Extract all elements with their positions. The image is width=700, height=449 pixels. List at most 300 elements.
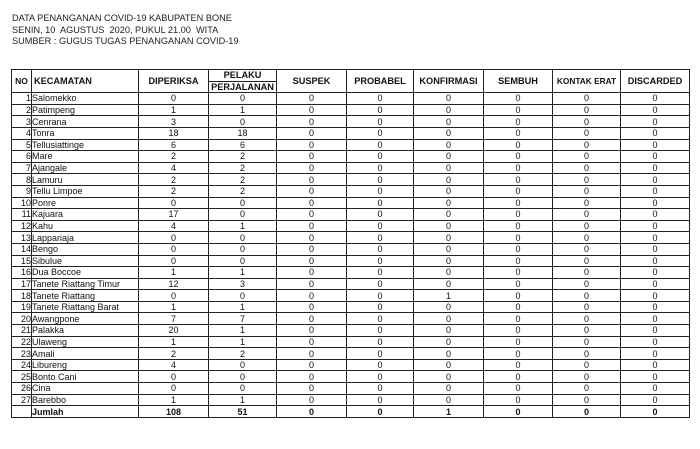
row-diperiksa: 2 — [139, 185, 209, 197]
row-kontak-erat: 0 — [553, 278, 621, 290]
row-konfirmasi: 0 — [414, 151, 484, 163]
table-row — [12, 255, 690, 267]
row-probabel: 0 — [347, 301, 414, 313]
row-diperiksa: 0 — [139, 197, 209, 209]
row-suspek: 0 — [277, 104, 347, 116]
row-diperiksa: 4 — [139, 162, 209, 174]
row-konfirmasi: 0 — [414, 371, 484, 383]
row-probabel: 0 — [347, 406, 414, 418]
row-diperiksa: 0 — [139, 232, 209, 244]
row-konfirmasi: 0 — [414, 162, 484, 174]
row-discarded: 0 — [621, 255, 690, 267]
row-no: 12 — [12, 220, 32, 232]
table-row — [12, 151, 690, 163]
row-konfirmasi: 0 — [414, 383, 484, 395]
row-kontak-erat: 0 — [553, 336, 621, 348]
row-sembuh: 0 — [484, 348, 553, 360]
col-header-suspek: SUSPEK — [277, 70, 347, 93]
row-discarded: 0 — [621, 93, 690, 105]
row-pelaku-perjalanan: 2 — [209, 348, 277, 360]
table-row — [12, 301, 690, 313]
row-sembuh: 0 — [484, 336, 553, 348]
row-pelaku-perjalanan: 1 — [209, 301, 277, 313]
row-probabel: 0 — [347, 209, 414, 221]
row-sembuh: 0 — [484, 174, 553, 186]
row-discarded: 0 — [621, 336, 690, 348]
row-pelaku-perjalanan: 0 — [209, 232, 277, 244]
row-kontak-erat: 0 — [553, 104, 621, 116]
row-pelaku-perjalanan: 0 — [209, 209, 277, 221]
row-suspek: 0 — [277, 325, 347, 337]
row-kecamatan: Lamuru — [32, 174, 139, 186]
row-discarded: 0 — [621, 209, 690, 221]
row-konfirmasi: 1 — [414, 406, 484, 418]
col-header-diperiksa: DIPERIKSA — [139, 70, 209, 93]
row-konfirmasi: 0 — [414, 301, 484, 313]
row-discarded: 0 — [621, 278, 690, 290]
row-kecamatan: Palakka — [32, 325, 139, 337]
row-pelaku-perjalanan: 18 — [209, 127, 277, 139]
row-discarded: 0 — [621, 325, 690, 337]
row-diperiksa: 17 — [139, 209, 209, 221]
row-kontak-erat: 0 — [553, 406, 621, 418]
row-pelaku-perjalanan: 0 — [209, 116, 277, 128]
row-suspek: 0 — [277, 93, 347, 105]
row-kontak-erat: 0 — [553, 174, 621, 186]
row-no: 24 — [12, 359, 32, 371]
row-sembuh: 0 — [484, 301, 553, 313]
row-kecamatan: Jumlah — [32, 406, 139, 418]
row-diperiksa: 1 — [139, 394, 209, 406]
row-pelaku-perjalanan: 2 — [209, 185, 277, 197]
row-probabel: 0 — [347, 162, 414, 174]
row-probabel: 0 — [347, 255, 414, 267]
row-sembuh: 0 — [484, 162, 553, 174]
row-pelaku-perjalanan: 6 — [209, 139, 277, 151]
row-discarded: 0 — [621, 139, 690, 151]
row-sembuh: 0 — [484, 313, 553, 325]
row-kecamatan: Cenrana — [32, 116, 139, 128]
row-sembuh: 0 — [484, 243, 553, 255]
row-discarded: 0 — [621, 174, 690, 186]
row-konfirmasi: 0 — [414, 116, 484, 128]
row-discarded: 0 — [621, 371, 690, 383]
col-header-kecamatan: KECAMATAN — [32, 70, 139, 93]
row-no: 3 — [12, 116, 32, 128]
table-row — [12, 313, 690, 325]
col-header-sembuh: SEMBUH — [484, 70, 553, 93]
row-kontak-erat: 0 — [553, 93, 621, 105]
report-source: SUMBER : GUGUS TUGAS PENANGANAN COVID-19 — [12, 36, 239, 47]
row-pelaku-perjalanan: 2 — [209, 162, 277, 174]
row-kecamatan: Tanete Riattang Barat — [32, 301, 139, 313]
table-row — [12, 394, 690, 406]
table-row — [12, 290, 690, 302]
row-suspek: 0 — [277, 336, 347, 348]
col-header-discarded: DISCARDED — [621, 70, 690, 93]
row-probabel: 0 — [347, 116, 414, 128]
covid-data-table — [11, 69, 690, 418]
report-title: DATA PENANGANAN COVID-19 KABUPATEN BONE — [12, 13, 232, 23]
row-kontak-erat: 0 — [553, 394, 621, 406]
row-kecamatan: Lappariaja — [32, 232, 139, 244]
row-no — [12, 406, 32, 418]
row-discarded: 0 — [621, 243, 690, 255]
table-row — [12, 267, 690, 279]
row-pelaku-perjalanan: 0 — [209, 255, 277, 267]
row-sembuh: 0 — [484, 406, 553, 418]
row-konfirmasi: 0 — [414, 278, 484, 290]
row-konfirmasi: 0 — [414, 209, 484, 221]
row-suspek: 0 — [277, 394, 347, 406]
row-diperiksa: 0 — [139, 243, 209, 255]
row-pelaku-perjalanan: 1 — [209, 267, 277, 279]
row-kontak-erat: 0 — [553, 301, 621, 313]
row-suspek: 0 — [277, 243, 347, 255]
row-suspek: 0 — [277, 174, 347, 186]
row-discarded: 0 — [621, 359, 690, 371]
row-pelaku-perjalanan: 3 — [209, 278, 277, 290]
row-discarded: 0 — [621, 232, 690, 244]
row-kontak-erat: 0 — [553, 116, 621, 128]
row-no: 7 — [12, 162, 32, 174]
row-discarded: 0 — [621, 267, 690, 279]
row-suspek: 0 — [277, 116, 347, 128]
table-row — [12, 104, 690, 116]
row-konfirmasi: 0 — [414, 197, 484, 209]
row-kecamatan: Patimpeng — [32, 104, 139, 116]
row-suspek: 0 — [277, 255, 347, 267]
row-discarded: 0 — [621, 348, 690, 360]
row-kontak-erat: 0 — [553, 313, 621, 325]
row-konfirmasi: 0 — [414, 243, 484, 255]
row-diperiksa: 0 — [139, 290, 209, 302]
row-no: 5 — [12, 139, 32, 151]
row-diperiksa: 4 — [139, 359, 209, 371]
row-diperiksa: 3 — [139, 116, 209, 128]
table-row — [12, 348, 690, 360]
row-probabel: 0 — [347, 139, 414, 151]
row-probabel: 0 — [347, 348, 414, 360]
row-pelaku-perjalanan: 0 — [209, 290, 277, 302]
row-probabel: 0 — [347, 220, 414, 232]
row-suspek: 0 — [277, 313, 347, 325]
row-konfirmasi: 0 — [414, 348, 484, 360]
row-konfirmasi: 0 — [414, 325, 484, 337]
table-row — [12, 359, 690, 371]
row-diperiksa: 1 — [139, 267, 209, 279]
row-no: 19 — [12, 301, 32, 313]
row-pelaku-perjalanan: 2 — [209, 174, 277, 186]
row-suspek: 0 — [277, 278, 347, 290]
row-konfirmasi: 0 — [414, 255, 484, 267]
row-probabel: 0 — [347, 325, 414, 337]
row-konfirmasi: 0 — [414, 313, 484, 325]
row-probabel: 0 — [347, 394, 414, 406]
row-kontak-erat: 0 — [553, 255, 621, 267]
row-sembuh: 0 — [484, 93, 553, 105]
row-no: 21 — [12, 325, 32, 337]
row-kecamatan: Tonra — [32, 127, 139, 139]
row-kecamatan: Ponre — [32, 197, 139, 209]
row-pelaku-perjalanan: 0 — [209, 383, 277, 395]
row-pelaku-perjalanan: 1 — [209, 325, 277, 337]
row-suspek: 0 — [277, 162, 347, 174]
row-konfirmasi: 0 — [414, 93, 484, 105]
row-no: 25 — [12, 371, 32, 383]
row-kecamatan: Tellu Limpoe — [32, 185, 139, 197]
row-kontak-erat: 0 — [553, 290, 621, 302]
row-sembuh: 0 — [484, 278, 553, 290]
row-no: 11 — [12, 209, 32, 221]
row-kontak-erat: 0 — [553, 232, 621, 244]
row-probabel: 0 — [347, 243, 414, 255]
row-kontak-erat: 0 — [553, 371, 621, 383]
row-konfirmasi: 0 — [414, 394, 484, 406]
row-suspek: 0 — [277, 232, 347, 244]
row-diperiksa: 4 — [139, 220, 209, 232]
row-probabel: 0 — [347, 313, 414, 325]
row-no: 4 — [12, 127, 32, 139]
table-row — [12, 243, 690, 255]
row-discarded: 0 — [621, 197, 690, 209]
row-kecamatan: Salomekko — [32, 93, 139, 105]
row-probabel: 0 — [347, 151, 414, 163]
row-no: 26 — [12, 383, 32, 395]
row-suspek: 0 — [277, 185, 347, 197]
table-row — [12, 139, 690, 151]
row-sembuh: 0 — [484, 290, 553, 302]
row-konfirmasi: 0 — [414, 174, 484, 186]
row-discarded: 0 — [621, 220, 690, 232]
table-row — [12, 325, 690, 337]
row-sembuh: 0 — [484, 151, 553, 163]
table-row — [12, 336, 690, 348]
row-kontak-erat: 0 — [553, 220, 621, 232]
row-kontak-erat: 0 — [553, 127, 621, 139]
row-suspek: 0 — [277, 383, 347, 395]
row-diperiksa: 1 — [139, 301, 209, 313]
row-suspek: 0 — [277, 348, 347, 360]
row-sembuh: 0 — [484, 255, 553, 267]
row-kontak-erat: 0 — [553, 243, 621, 255]
row-discarded: 0 — [621, 313, 690, 325]
row-diperiksa: 20 — [139, 325, 209, 337]
row-suspek: 0 — [277, 359, 347, 371]
row-kecamatan: Tanete Riattang — [32, 290, 139, 302]
table-row — [12, 127, 690, 139]
row-diperiksa: 0 — [139, 93, 209, 105]
row-probabel: 0 — [347, 371, 414, 383]
row-kecamatan: Ulaweng — [32, 336, 139, 348]
row-kecamatan: Mare — [32, 151, 139, 163]
row-sembuh: 0 — [484, 139, 553, 151]
row-kecamatan: Kahu — [32, 220, 139, 232]
row-kecamatan: Dua Boccoe — [32, 267, 139, 279]
row-pelaku-perjalanan: 0 — [209, 93, 277, 105]
row-probabel: 0 — [347, 232, 414, 244]
row-diperiksa: 0 — [139, 255, 209, 267]
row-pelaku-perjalanan: 1 — [209, 220, 277, 232]
row-pelaku-perjalanan: 0 — [209, 371, 277, 383]
row-discarded: 0 — [621, 301, 690, 313]
row-probabel: 0 — [347, 185, 414, 197]
row-probabel: 0 — [347, 359, 414, 371]
row-suspek: 0 — [277, 406, 347, 418]
row-discarded: 0 — [621, 290, 690, 302]
row-suspek: 0 — [277, 197, 347, 209]
table-row — [12, 278, 690, 290]
row-konfirmasi: 0 — [414, 359, 484, 371]
row-kecamatan: Amali — [32, 348, 139, 360]
table-total-row — [12, 406, 690, 418]
row-kontak-erat: 0 — [553, 162, 621, 174]
row-probabel: 0 — [347, 127, 414, 139]
row-probabel: 0 — [347, 267, 414, 279]
row-konfirmasi: 0 — [414, 267, 484, 279]
table-row — [12, 185, 690, 197]
row-kontak-erat: 0 — [553, 209, 621, 221]
row-suspek: 0 — [277, 220, 347, 232]
row-discarded: 0 — [621, 162, 690, 174]
row-sembuh: 0 — [484, 209, 553, 221]
row-probabel: 0 — [347, 174, 414, 186]
row-sembuh: 0 — [484, 127, 553, 139]
row-no: 27 — [12, 394, 32, 406]
row-diperiksa: 1 — [139, 104, 209, 116]
row-konfirmasi: 0 — [414, 336, 484, 348]
col-header-probabel: PROBABEL — [347, 70, 414, 93]
row-pelaku-perjalanan: 7 — [209, 313, 277, 325]
row-pelaku-perjalanan: 1 — [209, 394, 277, 406]
row-diperiksa: 12 — [139, 278, 209, 290]
row-sembuh: 0 — [484, 267, 553, 279]
row-suspek: 0 — [277, 301, 347, 313]
row-kecamatan: Tellusiattinge — [32, 139, 139, 151]
row-konfirmasi: 0 — [414, 139, 484, 151]
row-kecamatan: Awangpone — [32, 313, 139, 325]
col-header-perjalanan: PERJALANAN — [209, 81, 277, 93]
row-sembuh: 0 — [484, 359, 553, 371]
row-no: 6 — [12, 151, 32, 163]
row-discarded: 0 — [621, 406, 690, 418]
col-header-konfirmasi: KONFIRMASI — [414, 70, 484, 93]
row-discarded: 0 — [621, 394, 690, 406]
row-probabel: 0 — [347, 93, 414, 105]
col-header-no: NO — [12, 70, 32, 93]
row-kontak-erat: 0 — [553, 197, 621, 209]
row-discarded: 0 — [621, 104, 690, 116]
row-pelaku-perjalanan: 0 — [209, 197, 277, 209]
col-header-pelaku: PELAKU — [209, 70, 277, 82]
row-konfirmasi: 0 — [414, 185, 484, 197]
row-kontak-erat: 0 — [553, 348, 621, 360]
row-no: 13 — [12, 232, 32, 244]
row-probabel: 0 — [347, 383, 414, 395]
row-discarded: 0 — [621, 116, 690, 128]
row-konfirmasi: 0 — [414, 127, 484, 139]
row-kecamatan: Cina — [32, 383, 139, 395]
row-probabel: 0 — [347, 104, 414, 116]
row-konfirmasi: 1 — [414, 290, 484, 302]
row-probabel: 0 — [347, 278, 414, 290]
row-sembuh: 0 — [484, 185, 553, 197]
row-kontak-erat: 0 — [553, 267, 621, 279]
row-discarded: 0 — [621, 127, 690, 139]
row-no: 22 — [12, 336, 32, 348]
row-kecamatan: Libureng — [32, 359, 139, 371]
row-pelaku-perjalanan: 0 — [209, 359, 277, 371]
row-discarded: 0 — [621, 185, 690, 197]
row-pelaku-perjalanan: 0 — [209, 243, 277, 255]
row-diperiksa: 2 — [139, 151, 209, 163]
row-suspek: 0 — [277, 127, 347, 139]
row-diperiksa: 2 — [139, 348, 209, 360]
row-suspek: 0 — [277, 209, 347, 221]
row-kecamatan: Ajangale — [32, 162, 139, 174]
row-pelaku-perjalanan: 1 — [209, 336, 277, 348]
row-pelaku-perjalanan: 2 — [209, 151, 277, 163]
row-kontak-erat: 0 — [553, 383, 621, 395]
table-row — [12, 174, 690, 186]
row-kontak-erat: 0 — [553, 139, 621, 151]
row-kontak-erat: 0 — [553, 359, 621, 371]
row-diperiksa: 6 — [139, 139, 209, 151]
row-sembuh: 0 — [484, 116, 553, 128]
row-no: 20 — [12, 313, 32, 325]
row-kecamatan: Bengo — [32, 243, 139, 255]
row-discarded: 0 — [621, 383, 690, 395]
row-sembuh: 0 — [484, 325, 553, 337]
row-pelaku-perjalanan: 1 — [209, 104, 277, 116]
row-no: 18 — [12, 290, 32, 302]
row-diperiksa: 108 — [139, 406, 209, 418]
table-row — [12, 93, 690, 105]
row-diperiksa: 1 — [139, 336, 209, 348]
row-kecamatan: Kajuara — [32, 209, 139, 221]
row-no: 14 — [12, 243, 32, 255]
row-no: 15 — [12, 255, 32, 267]
row-no: 17 — [12, 278, 32, 290]
row-kecamatan: Barebbo — [32, 394, 139, 406]
row-no: 8 — [12, 174, 32, 186]
row-discarded: 0 — [621, 151, 690, 163]
row-sembuh: 0 — [484, 220, 553, 232]
row-probabel: 0 — [347, 336, 414, 348]
table-row — [12, 383, 690, 395]
row-suspek: 0 — [277, 139, 347, 151]
col-header-kontak-erat: KONTAK ERAT — [553, 70, 621, 93]
row-pelaku-perjalanan: 51 — [209, 406, 277, 418]
row-kontak-erat: 0 — [553, 151, 621, 163]
row-no: 23 — [12, 348, 32, 360]
row-sembuh: 0 — [484, 197, 553, 209]
table-row — [12, 232, 690, 244]
row-diperiksa: 0 — [139, 383, 209, 395]
row-suspek: 0 — [277, 151, 347, 163]
row-sembuh: 0 — [484, 394, 553, 406]
row-no: 9 — [12, 185, 32, 197]
table-row — [12, 116, 690, 128]
row-diperiksa: 18 — [139, 127, 209, 139]
row-sembuh: 0 — [484, 371, 553, 383]
row-kontak-erat: 0 — [553, 185, 621, 197]
row-sembuh: 0 — [484, 232, 553, 244]
row-diperiksa: 2 — [139, 174, 209, 186]
table-row — [12, 162, 690, 174]
row-diperiksa: 7 — [139, 313, 209, 325]
row-no: 16 — [12, 267, 32, 279]
